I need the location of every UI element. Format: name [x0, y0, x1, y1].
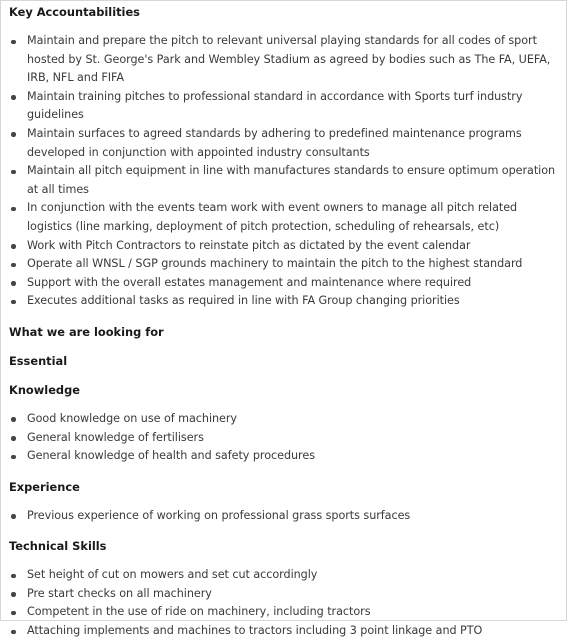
list-item: Good knowledge on use of machinery — [9, 410, 561, 429]
essential-heading: Essential — [9, 353, 68, 368]
list-item: Executes additional tasks as required in line with FA Group changing priorities — [9, 292, 561, 311]
key-accountabilities-heading: Key Accountabilities — [9, 5, 140, 19]
knowledge-list — [9, 410, 561, 466]
experience-heading: Experience — [9, 479, 80, 494]
list-item: Maintain all pitch equipment in line with manufactures standards to ensure optimum operation at all times — [9, 162, 561, 199]
list-item: Maintain and prepare the pitch to relevant universal playing standards for all codes of sport hosted by St. George's Park and Wembley Stadium as agreed by bodies such as The FA, UEFA, IRB, NFL and FIFA — [9, 32, 561, 88]
list-item: Maintain surfaces to agreed standards by adhering to predefined maintenance programs developed in conjunction with appointed industry consultants — [9, 125, 561, 162]
job-description — [9, 4, 561, 641]
list-item: General knowledge of health and safety procedures — [9, 447, 561, 466]
list-item: Set height of cut on mowers and set cut accordingly — [9, 566, 561, 585]
list-item: Attaching implements and machines to tractors including 3 point linkage and PTO — [9, 622, 561, 641]
list-item: General knowledge of fertilisers — [9, 429, 561, 448]
technical-skills-list — [9, 566, 561, 640]
list-item: In conjunction with the events team work with event owners to manage all pitch related logistics (line marking, deployment of pitch protection, scheduling of rehearsals, etc) — [9, 199, 561, 236]
what-we-are-looking-for-heading: What we are looking for — [9, 324, 164, 339]
list-item: Operate all WNSL / SGP grounds machinery to maintain the pitch to the highest standard — [9, 255, 561, 274]
experience-list — [9, 507, 561, 526]
list-item: Support with the overall estates management and maintenance where required — [9, 274, 561, 293]
key-accountabilities-list — [9, 32, 561, 311]
technical-skills-heading: Technical Skills — [9, 539, 107, 554]
knowledge-heading: Knowledge — [9, 382, 80, 397]
list-item: Competent in the use of ride on machinery, including tractors — [9, 603, 561, 622]
list-item: Maintain training pitches to professional standard in accordance with Sports turf industry guidelines — [9, 88, 561, 125]
list-item: Pre start checks on all machinery — [9, 585, 561, 604]
list-item: Previous experience of working on professional grass sports surfaces — [9, 507, 561, 526]
list-item: Work with Pitch Contractors to reinstate pitch as dictated by the event calendar — [9, 237, 561, 256]
